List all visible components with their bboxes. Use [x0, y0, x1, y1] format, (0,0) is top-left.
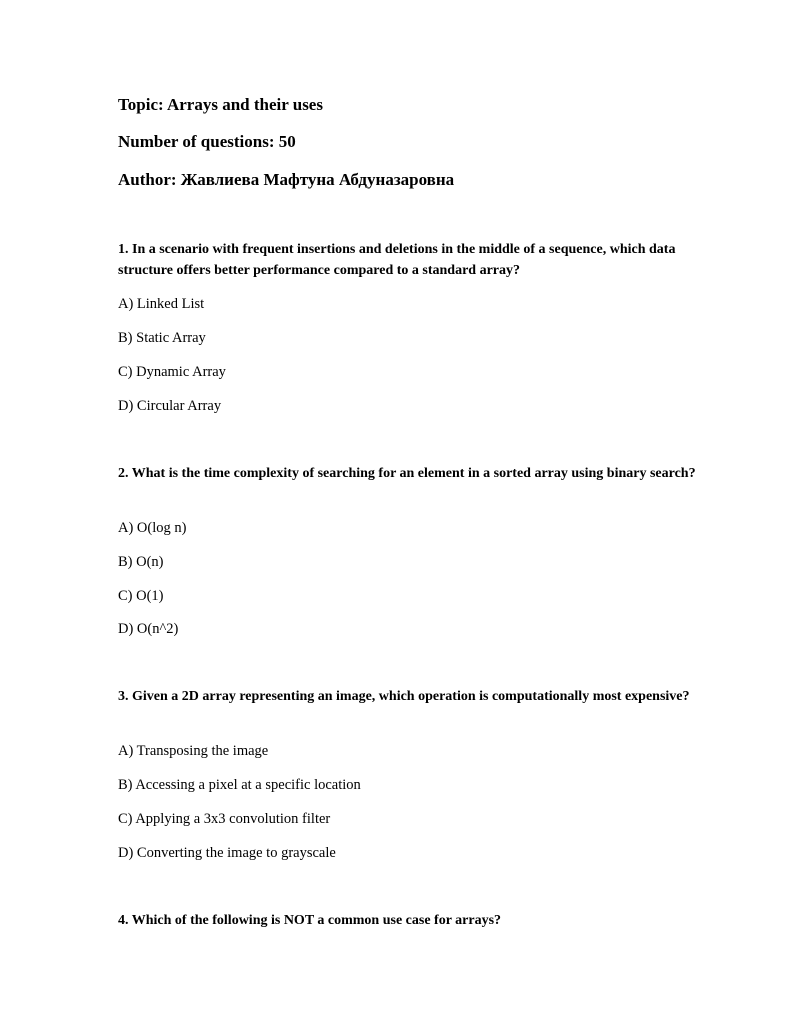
topic-line: Topic: Arrays and their uses: [118, 95, 323, 114]
question-1-option-c: C) Dynamic Array: [118, 364, 226, 380]
question-2-option-b: B) O(n): [118, 554, 164, 570]
question-3-title: 3. Given a 2D array representing an image, which operation is computationally most expensive?: [118, 689, 690, 704]
question-2-option-c: C) O(1): [118, 588, 164, 604]
question-3-option-a: A) Transposing the image: [118, 743, 269, 759]
question-2-option-a: A) O(log n): [118, 520, 187, 536]
question-1-title: 1. In a scenario with frequent insertions and deletions in the middle of a sequence, which data structure offers better performance compared to a standard array?: [118, 242, 676, 278]
question-count-line: Number of questions: 50: [118, 132, 296, 151]
question-1-option-a: A) Linked List: [118, 296, 205, 312]
question-1-option-d: D) Circular Array: [118, 398, 222, 414]
question-1-option-b: B) Static Array: [118, 330, 206, 346]
question-2-option-d: D) O(n^2): [118, 621, 179, 637]
question-3-option-b: B) Accessing a pixel at a specific location: [118, 777, 361, 793]
question-3-option-d: D) Converting the image to grayscale: [118, 845, 336, 861]
question-2-title: 2. What is the time complexity of searching for an element in a sorted array using binary search?: [118, 466, 696, 481]
question-3-option-c: C) Applying a 3x3 convolution filter: [118, 811, 331, 827]
author-line: Author: Жавлиева Мафтуна Абдуназаровна: [118, 170, 455, 189]
question-4-title: 4. Which of the following is NOT a common use case for arrays?: [118, 913, 502, 928]
